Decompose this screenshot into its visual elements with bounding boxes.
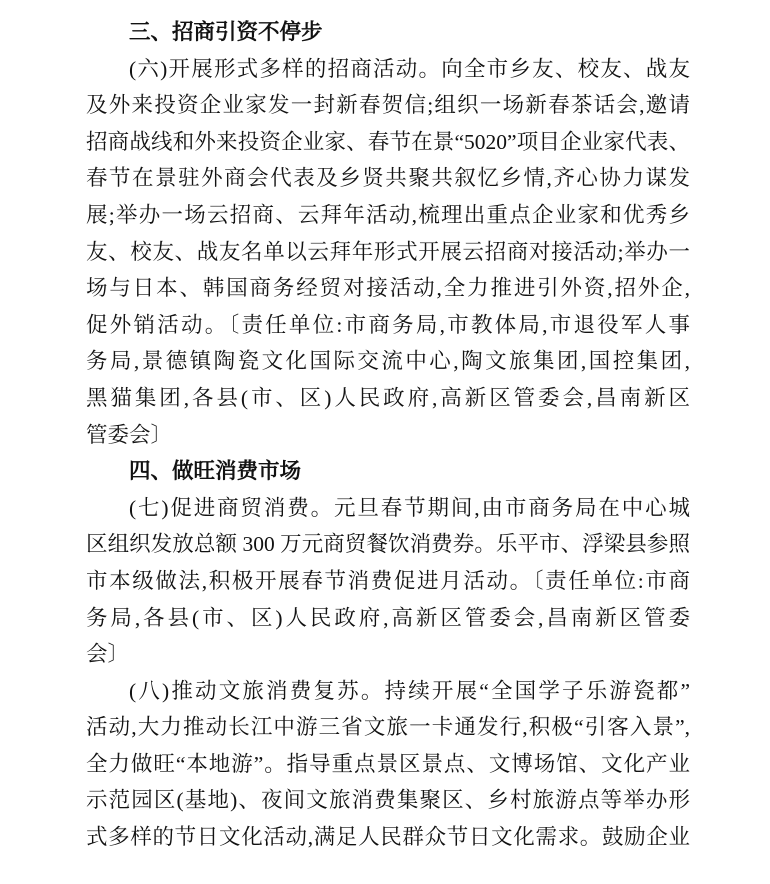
text-line: 会〕 [86,642,130,667]
text-line: 全力做旺“本地游”。指导重点景区景点、文博场馆、文化产业 [86,751,690,776]
text-line: (六)开展形式多样的招商活动。向全市乡友、校友、战友 [129,56,690,81]
text-line: 管委会〕 [86,422,173,447]
text-line: 市本级做法,积极开展春节消费促进月活动。〔责任单位:市商 [86,568,690,593]
text-line: 区组织发放总额 300 万元商贸餐饮消费券。乐平市、浮梁县参照 [86,532,690,557]
text-line: 务局,景德镇陶瓷文化国际交流中心,陶文旅集团,国控集团, [86,349,690,374]
text-line: (八)推动文旅消费复苏。持续开展“全国学子乐游瓷都” [129,678,690,703]
text-line: 活动,大力推动长江中游三省文旅一卡通发行,积极“引客入景”, [86,715,690,740]
text-line: 示范园区(基地)、夜间文旅消费集聚区、乡村旅游点等举办形 [86,788,690,813]
text-line: 黑猫集团,各县(市、区)人民政府,高新区管委会,昌南新区 [86,385,690,410]
text-line: 促外销活动。〔责任单位:市商务局,市教体局,市退役军人事 [86,312,690,337]
text-line: 式多样的节日文化活动,满足人民群众节日文化需求。鼓励企业 [86,825,690,850]
text-line: 友、校友、战友名单以云拜年形式开展云招商对接活动;举办一 [86,239,690,264]
document-body [86,14,690,856]
text-line: 展;举办一场云招商、云拜年活动,梳理出重点企业家和优秀乡 [86,202,690,227]
text-line: 招商战线和外来投资企业家、春节在景“5020”项目企业家代表、 [86,129,690,154]
text-line: (七)促进商贸消费。元旦春节期间,由市商务局在中心城 [129,495,690,520]
section-heading: 四、做旺消费市场 [129,459,302,484]
text-line: 务局,各县(市、区)人民政府,高新区管委会,昌南新区管委 [86,605,690,630]
text-line: 及外来投资企业家发一封新春贺信;组织一场新春茶话会,邀请 [86,93,690,118]
text-line: 场与日本、韩国商务经贸对接活动,全力推进引外资,招外企, [86,276,690,301]
text-line: 春节在景驻外商会代表及乡贤共聚共叙忆乡情,齐心协力谋发 [86,166,690,191]
section-heading: 三、招商引资不停步 [129,20,323,44]
